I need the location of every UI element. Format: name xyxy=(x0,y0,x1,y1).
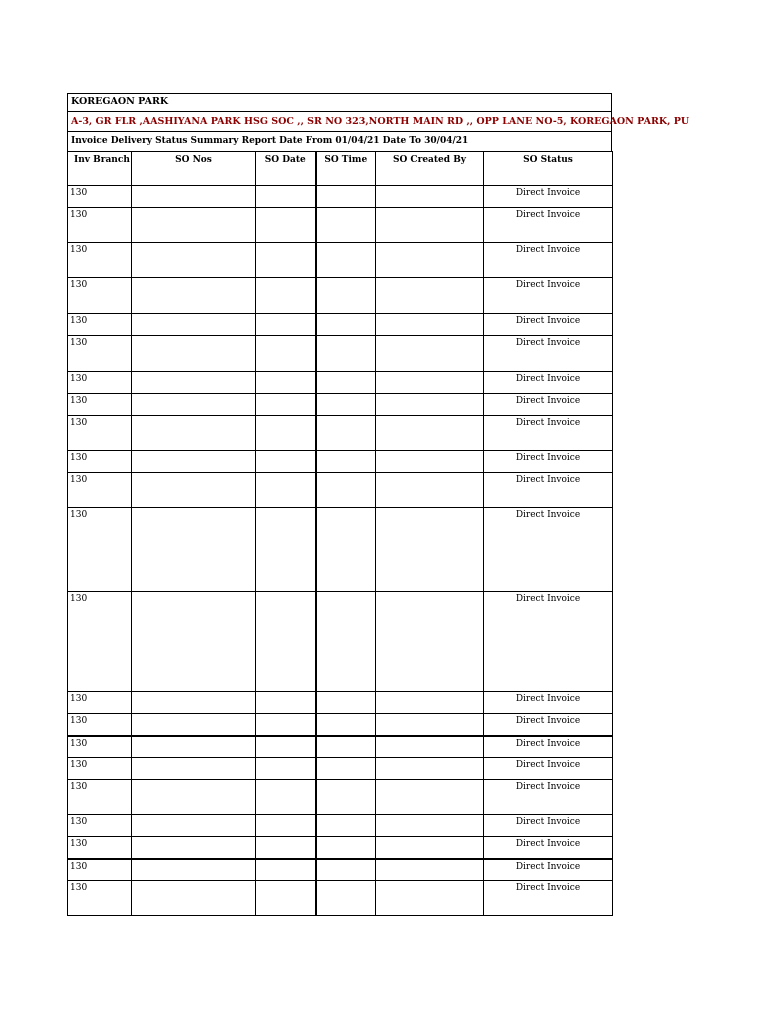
inv-branch-cell: 130 xyxy=(68,394,132,416)
table-row xyxy=(68,451,613,473)
so-created-by-cell xyxy=(376,508,484,592)
so-created-by-cell xyxy=(376,473,484,508)
so-created-by-cell xyxy=(376,278,484,314)
inv-branch-cell: 130 xyxy=(68,416,132,451)
so-created-by-cell xyxy=(376,336,484,372)
so-status-cell: Direct Invoice xyxy=(484,208,613,243)
branch-address-cell: A-3, GR FLR ,AASHIYANA PARK HSG SOC ,, SR NO 323,NORTH MAIN RD ,, OPP LANE NO-5, KOREGAON PARK, PU xyxy=(67,111,612,131)
so-date-cell xyxy=(256,837,316,859)
so-nos-cell xyxy=(132,692,256,714)
so-created-by-cell xyxy=(376,780,484,815)
so-created-by-cell xyxy=(376,837,484,859)
so-nos-cell xyxy=(132,881,256,916)
so-time-cell xyxy=(316,592,376,692)
table-row xyxy=(68,473,613,508)
so-status-cell: Direct Invoice xyxy=(484,780,613,815)
so-time-cell xyxy=(316,243,376,278)
table-row xyxy=(68,881,613,916)
so-created-by-cell xyxy=(376,314,484,336)
inv-branch-cell: 130 xyxy=(68,859,132,881)
inv-branch-cell: 130 xyxy=(68,592,132,692)
so-date-cell xyxy=(256,336,316,372)
so-status-cell: Direct Invoice xyxy=(484,314,613,336)
inv-branch-cell: 130 xyxy=(68,758,132,780)
inv-branch-cell: 130 xyxy=(68,314,132,336)
so-nos-cell xyxy=(132,451,256,473)
so-time-cell xyxy=(316,859,376,881)
so-date-cell xyxy=(256,372,316,394)
inv-branch-cell: 130 xyxy=(68,837,132,859)
header-so-created-by: SO Created By xyxy=(376,152,484,186)
so-time-cell xyxy=(316,314,376,336)
report-title-cell: Invoice Delivery Status Summary Report Date From 01/04/21 Date To 30/04/21 xyxy=(67,131,612,151)
so-nos-cell xyxy=(132,815,256,837)
inv-branch-cell: 130 xyxy=(68,451,132,473)
so-date-cell xyxy=(256,508,316,592)
inv-branch-cell: 130 xyxy=(68,714,132,736)
so-created-by-cell xyxy=(376,394,484,416)
so-status-cell: Direct Invoice xyxy=(484,758,613,780)
table-row xyxy=(68,692,613,714)
so-time-cell xyxy=(316,473,376,508)
so-date-cell xyxy=(256,714,316,736)
so-status-cell: Direct Invoice xyxy=(484,714,613,736)
table-row xyxy=(68,736,613,758)
report-sheet xyxy=(67,93,690,916)
so-date-cell xyxy=(256,243,316,278)
so-date-cell xyxy=(256,881,316,916)
so-date-cell xyxy=(256,451,316,473)
so-date-cell xyxy=(256,692,316,714)
so-nos-cell xyxy=(132,208,256,243)
so-created-by-cell xyxy=(376,592,484,692)
so-nos-cell xyxy=(132,336,256,372)
so-date-cell xyxy=(256,592,316,692)
so-created-by-cell xyxy=(376,692,484,714)
inv-branch-cell: 130 xyxy=(68,508,132,592)
so-status-cell: Direct Invoice xyxy=(484,881,613,916)
table-row xyxy=(68,278,613,314)
inv-branch-cell: 130 xyxy=(68,372,132,394)
so-nos-cell xyxy=(132,473,256,508)
table-row xyxy=(68,336,613,372)
so-time-cell xyxy=(316,416,376,451)
table-row xyxy=(68,416,613,451)
so-status-cell: Direct Invoice xyxy=(484,815,613,837)
so-status-cell: Direct Invoice xyxy=(484,416,613,451)
so-time-cell xyxy=(316,881,376,916)
so-time-cell xyxy=(316,714,376,736)
so-created-by-cell xyxy=(376,736,484,758)
so-time-cell xyxy=(316,758,376,780)
so-time-cell xyxy=(316,278,376,314)
so-date-cell xyxy=(256,736,316,758)
so-nos-cell xyxy=(132,278,256,314)
table-row xyxy=(68,758,613,780)
inv-branch-cell: 130 xyxy=(68,336,132,372)
table-row xyxy=(68,780,613,815)
table-row xyxy=(68,243,613,278)
table-row xyxy=(68,394,613,416)
table-row xyxy=(68,837,613,859)
so-status-cell: Direct Invoice xyxy=(484,394,613,416)
so-time-cell xyxy=(316,508,376,592)
so-date-cell xyxy=(256,815,316,837)
so-date-cell xyxy=(256,780,316,815)
table-row xyxy=(68,314,613,336)
so-status-cell: Direct Invoice xyxy=(484,372,613,394)
so-created-by-cell xyxy=(376,758,484,780)
so-nos-cell xyxy=(132,758,256,780)
invoice-status-table xyxy=(67,151,613,916)
so-time-cell xyxy=(316,451,376,473)
so-status-cell: Direct Invoice xyxy=(484,859,613,881)
so-nos-cell xyxy=(132,780,256,815)
so-created-by-cell xyxy=(376,859,484,881)
inv-branch-cell: 130 xyxy=(68,736,132,758)
so-created-by-cell xyxy=(376,186,484,208)
so-time-cell xyxy=(316,394,376,416)
so-nos-cell xyxy=(132,372,256,394)
so-nos-cell xyxy=(132,314,256,336)
so-created-by-cell xyxy=(376,815,484,837)
table-body xyxy=(68,186,613,916)
so-time-cell xyxy=(316,186,376,208)
inv-branch-cell: 130 xyxy=(68,208,132,243)
inv-branch-cell: 130 xyxy=(68,278,132,314)
so-status-cell: Direct Invoice xyxy=(484,837,613,859)
so-nos-cell xyxy=(132,186,256,208)
so-nos-cell xyxy=(132,243,256,278)
so-date-cell xyxy=(256,314,316,336)
so-date-cell xyxy=(256,278,316,314)
header-so-status: SO Status xyxy=(484,152,613,186)
so-created-by-cell xyxy=(376,243,484,278)
so-status-cell: Direct Invoice xyxy=(484,736,613,758)
so-created-by-cell xyxy=(376,416,484,451)
so-time-cell xyxy=(316,336,376,372)
so-nos-cell xyxy=(132,592,256,692)
so-status-cell: Direct Invoice xyxy=(484,336,613,372)
inv-branch-cell: 130 xyxy=(68,186,132,208)
inv-branch-cell: 130 xyxy=(68,692,132,714)
so-status-cell: Direct Invoice xyxy=(484,186,613,208)
so-status-cell: Direct Invoice xyxy=(484,473,613,508)
header-row xyxy=(68,152,613,186)
so-date-cell xyxy=(256,473,316,508)
header-inv-branch: Inv Branch xyxy=(68,152,132,186)
table-row xyxy=(68,859,613,881)
so-time-cell xyxy=(316,692,376,714)
so-date-cell xyxy=(256,394,316,416)
table-row xyxy=(68,186,613,208)
table-row xyxy=(68,372,613,394)
table-row xyxy=(68,508,613,592)
so-nos-cell xyxy=(132,859,256,881)
so-created-by-cell xyxy=(376,451,484,473)
inv-branch-cell: 130 xyxy=(68,473,132,508)
so-nos-cell xyxy=(132,394,256,416)
header-so-time: SO Time xyxy=(316,152,376,186)
so-time-cell xyxy=(316,815,376,837)
so-date-cell xyxy=(256,859,316,881)
so-created-by-cell xyxy=(376,714,484,736)
so-time-cell xyxy=(316,780,376,815)
so-nos-cell xyxy=(132,837,256,859)
so-time-cell xyxy=(316,208,376,243)
header-so-date: SO Date xyxy=(256,152,316,186)
so-status-cell: Direct Invoice xyxy=(484,692,613,714)
so-status-cell: Direct Invoice xyxy=(484,592,613,692)
so-nos-cell xyxy=(132,714,256,736)
so-created-by-cell xyxy=(376,881,484,916)
so-status-cell: Direct Invoice xyxy=(484,508,613,592)
so-nos-cell xyxy=(132,736,256,758)
so-status-cell: Direct Invoice xyxy=(484,243,613,278)
so-date-cell xyxy=(256,208,316,243)
so-created-by-cell xyxy=(376,208,484,243)
header-so-nos: SO Nos xyxy=(132,152,256,186)
inv-branch-cell: 130 xyxy=(68,780,132,815)
inv-branch-cell: 130 xyxy=(68,243,132,278)
so-nos-cell xyxy=(132,508,256,592)
table-row xyxy=(68,592,613,692)
so-date-cell xyxy=(256,758,316,780)
table-row xyxy=(68,815,613,837)
so-created-by-cell xyxy=(376,372,484,394)
so-nos-cell xyxy=(132,416,256,451)
so-time-cell xyxy=(316,736,376,758)
so-time-cell xyxy=(316,372,376,394)
table-row xyxy=(68,714,613,736)
inv-branch-cell: 130 xyxy=(68,815,132,837)
branch-name-cell: KOREGAON PARK xyxy=(67,93,612,111)
so-time-cell xyxy=(316,837,376,859)
inv-branch-cell: 130 xyxy=(68,881,132,916)
so-date-cell xyxy=(256,186,316,208)
so-date-cell xyxy=(256,416,316,451)
so-status-cell: Direct Invoice xyxy=(484,278,613,314)
so-status-cell: Direct Invoice xyxy=(484,451,613,473)
table-row xyxy=(68,208,613,243)
